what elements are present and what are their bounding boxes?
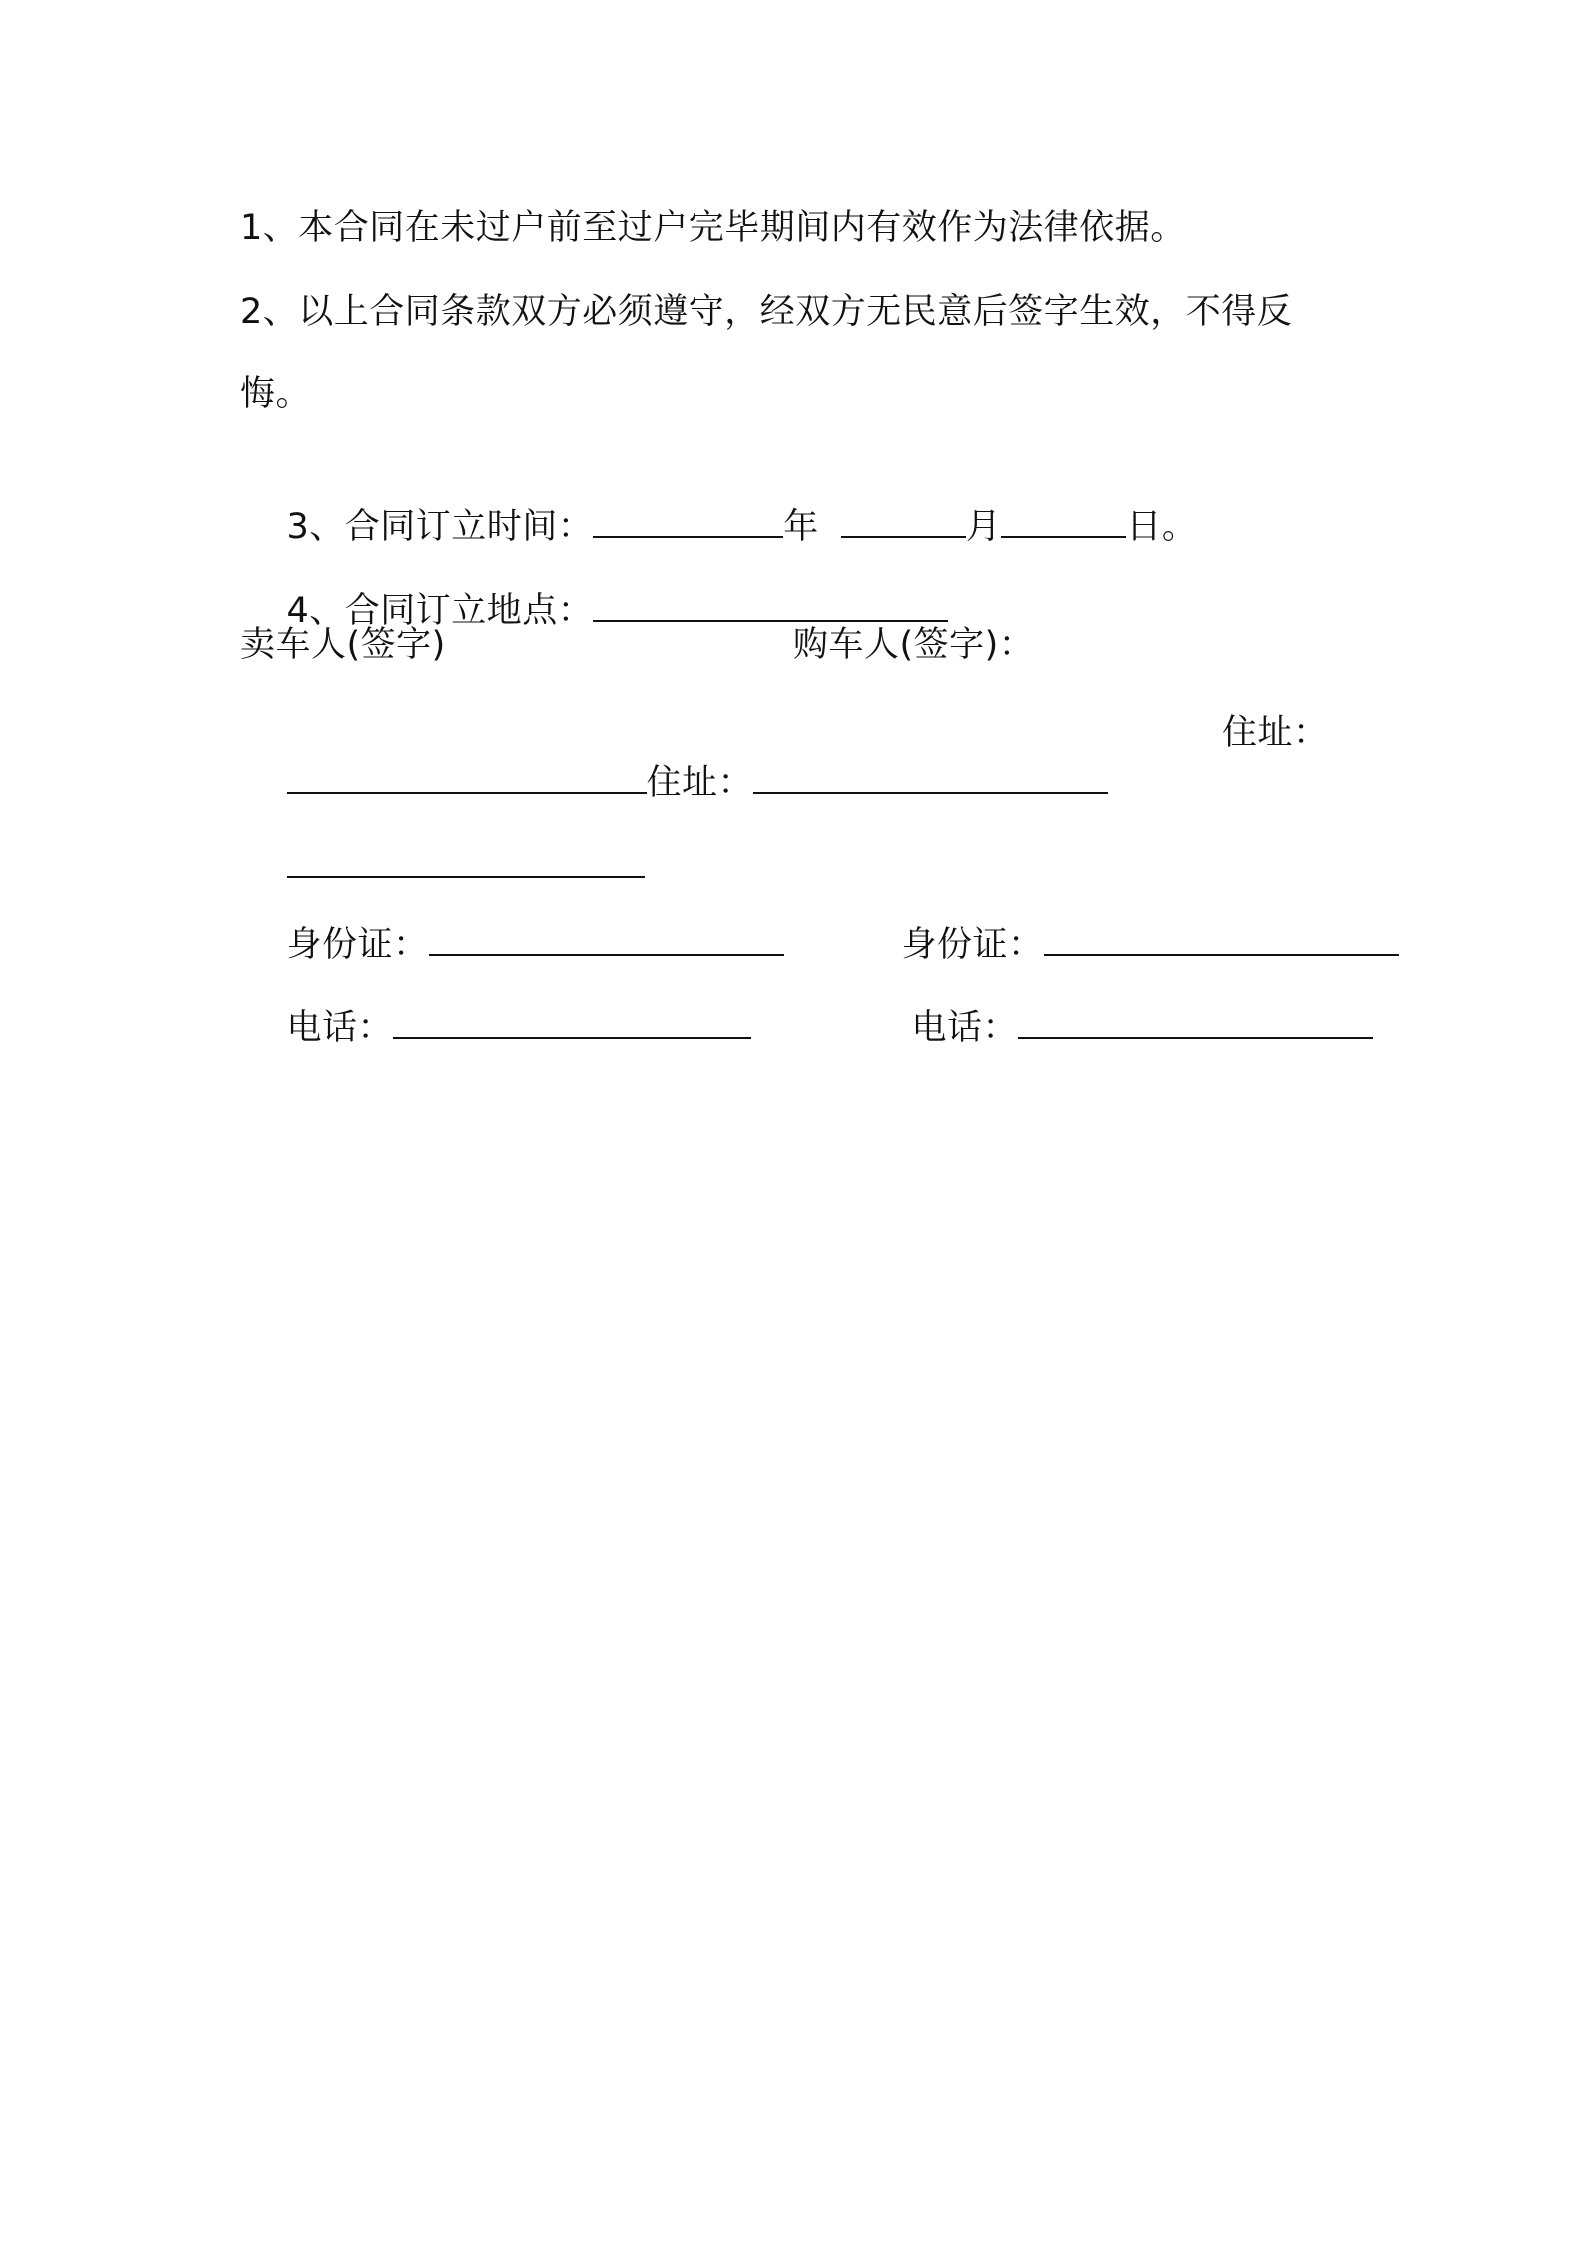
seller-signature-blank[interactable] — [287, 762, 647, 794]
buyer-phone-label: 电话： — [911, 1008, 1019, 1048]
clause-4-label: 4、合同订立地点： — [286, 591, 594, 631]
seller-phone-label: 电话： — [286, 1008, 394, 1048]
place-blank[interactable] — [593, 590, 948, 622]
buyer-id-blank[interactable] — [1044, 924, 1399, 956]
day-blank[interactable] — [1001, 506, 1126, 538]
buyer-id-label: 身份证： — [901, 925, 1044, 965]
seller-id-blank[interactable] — [429, 924, 784, 956]
seller-phone-blank[interactable] — [393, 1007, 751, 1039]
seller-address-blank[interactable] — [753, 762, 1108, 794]
buyer-phone-blank[interactable] — [1018, 1007, 1373, 1039]
month-label: 月 — [965, 507, 1002, 547]
month-blank[interactable] — [841, 506, 966, 538]
clause-3-label: 3、合同订立时间： — [286, 507, 594, 547]
buyer-title: 购车人(签字)： — [793, 625, 1035, 665]
seller-address-label: 住址： — [646, 763, 754, 803]
day-label: 日。 — [1126, 507, 1198, 547]
buyer-phone-row — [865, 953, 1373, 1103]
year-blank[interactable] — [593, 506, 783, 538]
seller-id-label: 身份证： — [286, 925, 429, 965]
seller-title: 卖车人(签字) — [240, 625, 446, 665]
clause-1: 1、本合同在未过户前至过户完毕期间内有效作为法律依据。 — [240, 208, 1186, 248]
clause-2: 2、以上合同条款双方必须遵守，经双方无民意后签字生效，不得反 — [240, 292, 1293, 332]
buyer-address-label: 住址： — [1222, 713, 1329, 753]
clause-2-continued: 悔。 — [240, 374, 312, 414]
year-label: 年 — [783, 507, 819, 547]
seller-phone-row — [240, 953, 751, 1103]
